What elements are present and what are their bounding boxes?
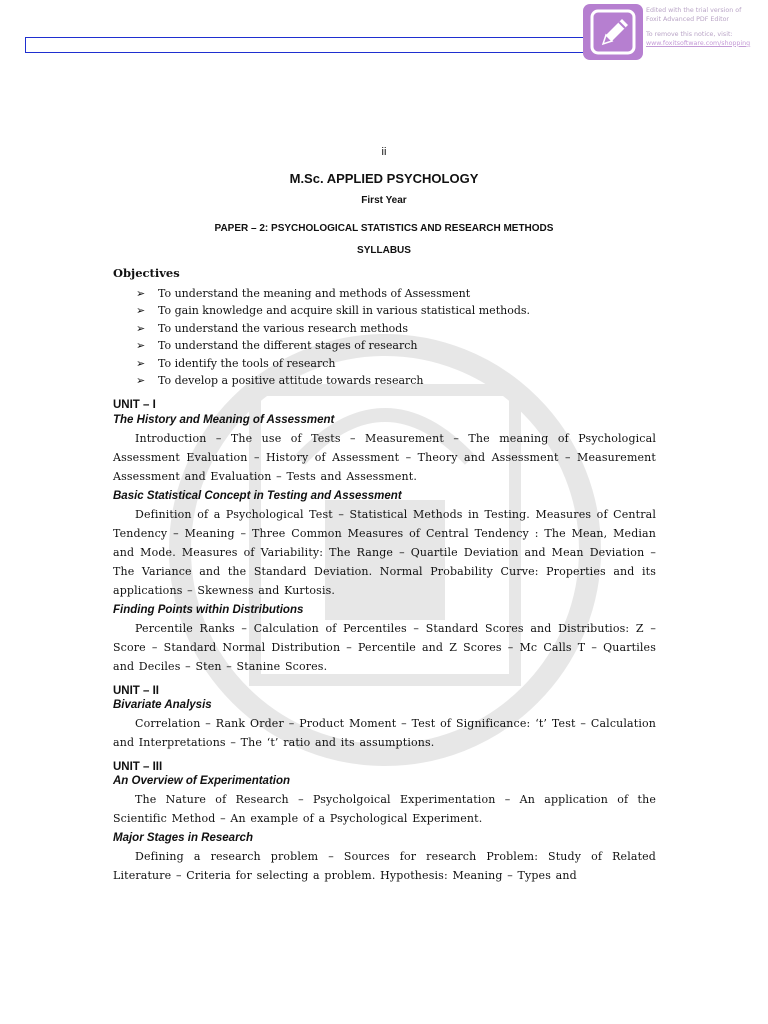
objective-item [136,320,656,337]
notice-link[interactable]: www.foxitsoftware.com/shopping [646,39,751,47]
objective-item [136,372,656,389]
arrow-bullet-icon: ➢ [136,304,146,318]
unit-1-heading: UNIT – I [113,399,156,412]
arrow-bullet-icon: ➢ [136,321,146,335]
objective-text: To understand the various research methods [158,321,408,335]
objective-text: To understand the different stages of research [158,339,418,353]
objective-text: To gain knowledge and acquire skill in various statistical methods. [158,304,531,318]
document-title: M.Sc. APPLIED PSYCHOLOGY [289,171,479,186]
unit-1-paragraph-3: Percentile Ranks – Calculation of Percentiles – Standard Scores and Distributios: Z – Score – Standard Normal Distribution – Percentile and Z Scores – Mc Calls T – Quartiles and Deciles – Sten – Stanine Scores. [113,622,656,674]
document-subtitle: First Year [361,195,407,206]
unit-1-paragraph-1: Introduction – The use of Tests – Measurement – The meaning of Psychological Assessment Evaluation – History of Assessment – Theory and Assessment – Measurement Assessment and Evaluation – Tests and Assessment. [113,432,656,484]
paper-title: PAPER – 2: PSYCHOLOGICAL STATISTICS AND RESEARCH METHODS [214,223,554,234]
unit-2-paragraph-1: Correlation – Rank Order – Product Moment – Test of Significance: ‘t’ Test – Calculation and Interpretations – The ‘t’ ratio and its assumptions. [113,717,656,750]
objective-item [136,302,656,319]
notice-line-2: Foxit Advanced PDF Editor [646,15,730,23]
arrow-bullet-icon: ➢ [136,339,146,353]
objective-text: To develop a positive attitude towards research [158,374,424,388]
unit-3-topic-1: An Overview of Experimentation [113,775,291,788]
unit-3-paragraph-1: The Nature of Research – Psycholgoical Experimentation – An application of the Scientific Method – An example of a Psychological Experiment. [113,793,656,826]
objective-text: To understand the meaning and methods of Assessment [158,287,471,300]
notice-line-1: Edited with the trial version of [646,7,742,14]
unit-2-heading: UNIT – II [113,685,160,698]
page-number: ii [381,146,387,158]
notice-line-3: To remove this notice, visit: [646,31,733,39]
unit-1-topic-3: Finding Points within Distributions [113,604,304,617]
foxit-logo-icon [583,4,643,60]
unit-1-paragraph-2: Definition of a Psychological Test – Statistical Methods in Testing. Measures of Central Tendency – Meaning – Three Common Measures of Central Tendency : The Mean, Median and Mode. Measures of Variability: The Range – Quartile Deviation and Mean Deviation – The Variance and the Standard Deviation. Normal Probability Curve: Properties and its applications – Skewness and Kurtosis. [113,508,656,598]
objectives-list [113,285,656,389]
unit-3-paragraph-2: Defining a research problem – Sources for research Problem: Study of Related Literature – Criteria for selecting a problem. Hypothesis: Meaning – Types and [113,850,656,883]
unit-1-topic-2: Basic Statistical Concept in Testing and Assessment [113,490,402,503]
objective-item [136,355,656,372]
objective-item [136,337,656,354]
objectives-heading: Objectives [113,266,180,280]
arrow-bullet-icon: ➢ [136,287,146,300]
syllabus-content [113,266,656,885]
unit-3-heading: UNIT – III [113,761,163,774]
syllabus-heading: SYLLABUS [357,245,411,256]
unit-1-topic-1: The History and Meaning of Assessment [113,414,335,427]
objective-text: To identify the tools of research [158,356,336,370]
unit-3-topic-2: Major Stages in Research [113,832,253,845]
foxit-trial-notice [646,7,766,48]
objective-item [136,285,656,302]
header-frame [25,37,639,53]
arrow-bullet-icon: ➢ [136,374,146,388]
unit-2-topic-1: Bivariate Analysis [113,699,212,712]
arrow-bullet-icon: ➢ [136,356,146,370]
